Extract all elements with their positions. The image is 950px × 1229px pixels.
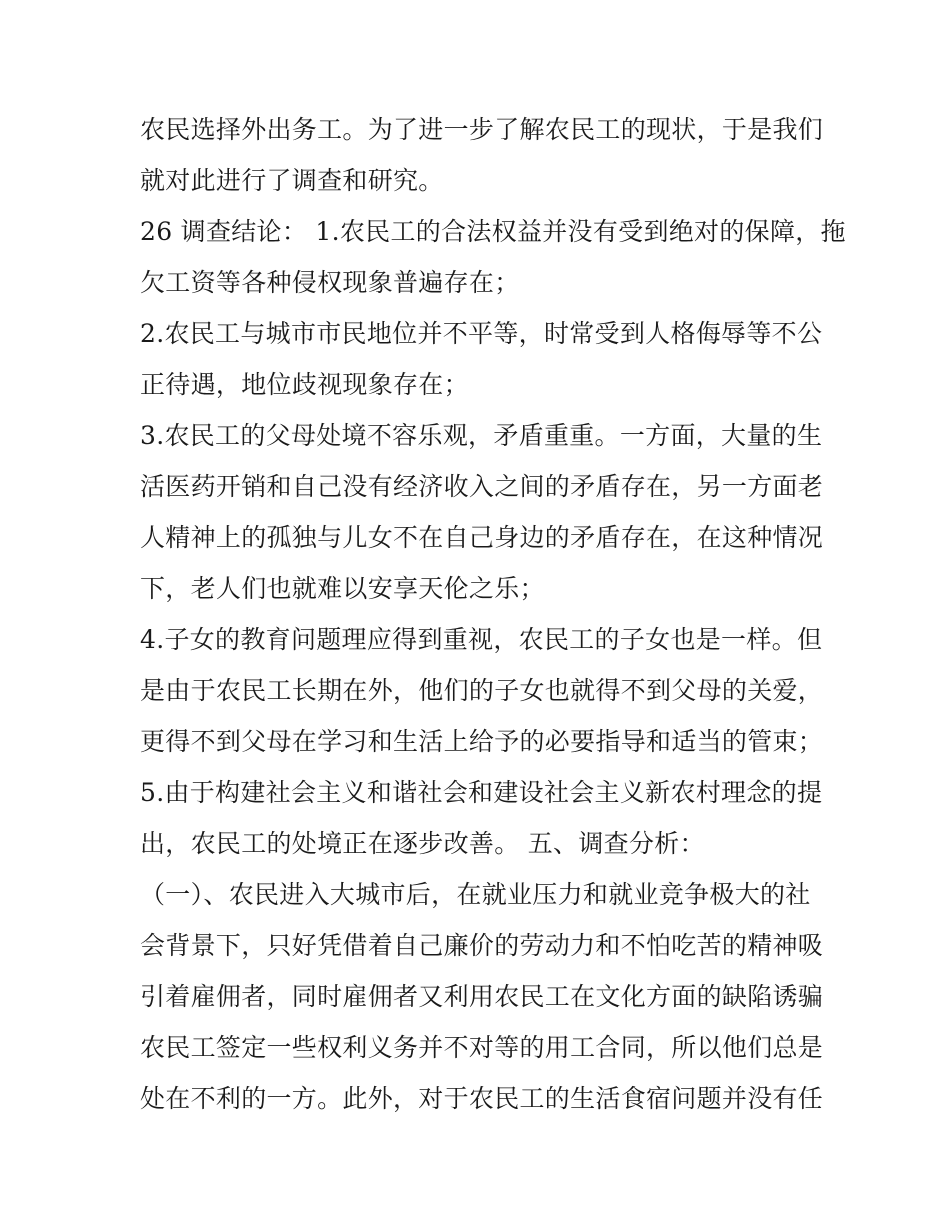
text-line: 引着雇佣者，同时雇佣者又利用农民工在文化方面的缺陷诱骗 [140,982,824,1011]
text-line: 正待遇，地位歧视现象存在； [140,370,469,399]
text-line: 3.农民工的父母处境不容乐观，矛盾重重。一方面，大量的生 [140,421,823,450]
text-line: 下，老人们也就难以安享天伦之乐； [140,574,545,603]
text-line: 4.子女的教育问题理应得到重视，农民工的子女也是一样。但 [140,625,823,654]
text-line: 是由于农民工长期在外，他们的子女也就得不到父母的关爱， [140,676,824,705]
text-line: 人精神上的孤独与儿女不在自己身边的矛盾存在，在这种情况 [140,523,824,552]
text-line: 欠工资等各种侵权现象普遍存在； [140,268,520,297]
text-line: 更得不到父母在学习和生活上给予的必要指导和适当的管束； [140,727,824,756]
document-body [140,104,846,1124]
text-line: （一）、农民进入大城市后，在就业压力和就业竞争极大的社 [140,880,811,909]
text-line: 就对此进行了调查和研究。 [140,166,444,195]
text-line: 2.农民工与城市市民地位并不平等，时常受到人格侮辱等不公 [140,319,823,348]
text-line: 5.由于构建社会主义和谐社会和建设社会主义新农村理念的提 [140,778,823,807]
text-line: 农民选择外出务工。为了进一步了解农民工的现状，于是我们 [140,115,824,144]
text-line: 会背景下，只好凭借着自己廉价的劳动力和不怕吃苦的精神吸 [140,931,824,960]
text-line: 活医药开销和自己没有经济收入之间的矛盾存在，另一方面老 [140,472,824,501]
text-line: 处在不利的一方。此外，对于农民工的生活食宿问题并没有任 [140,1084,824,1113]
text-line: 26 调查结论： 1.农民工的合法权益并没有受到绝对的保障，拖 [140,217,846,246]
text-line: 农民工签定一些权利义务并不对等的用工合同，所以他们总是 [140,1033,824,1062]
text-line: 出，农民工的处境正在逐步改善。 五、调查分析： [140,829,705,858]
